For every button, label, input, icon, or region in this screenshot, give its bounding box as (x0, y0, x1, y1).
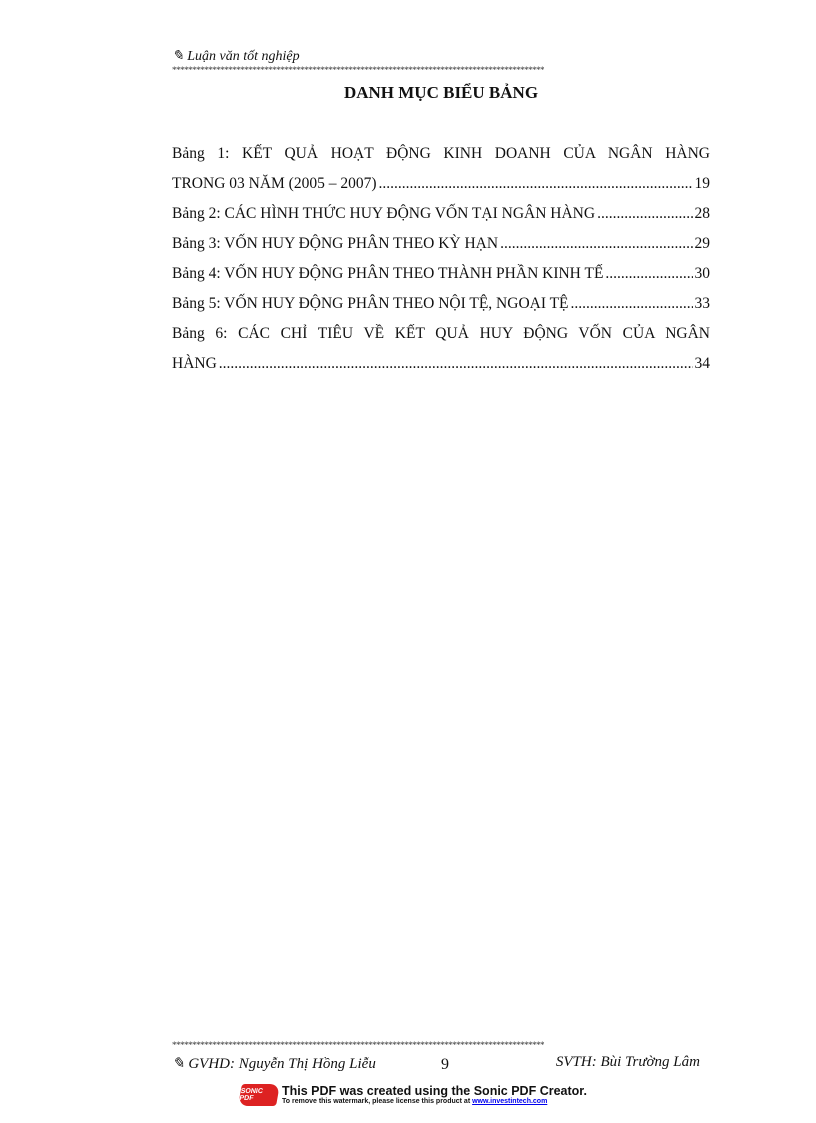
header-title: Luận văn tốt nghiệp (187, 49, 300, 64)
toc-page-number: 33 (694, 295, 710, 312)
toc-entry-text: Bảng 6: CÁC CHỈ TIÊU VỀ KẾT QUẢ HUY ĐỘNG VỐN CỦA NGÂN (172, 325, 710, 342)
toc-entry-text: Bảng 1: KẾT QUẢ HOẠT ĐỘNG KINH DOANH CỦA NGÂN HÀNG (172, 145, 710, 162)
toc-entry-text: Bảng 2: CÁC HÌNH THỨC HUY ĐỘNG VỐN TẠI NGÂN HÀNG (172, 205, 596, 222)
dot-leader (597, 199, 692, 229)
pen-icon: ✎ (172, 49, 184, 64)
header-divider: ********************************************************************************************* (172, 66, 544, 75)
toc-page-number: 29 (694, 235, 710, 252)
pdf-watermark (240, 1084, 587, 1106)
footer-student: SVTH: Bùi Trường Lâm (555, 1054, 700, 1070)
dot-leader (500, 229, 692, 259)
toc-page-number: 19 (694, 175, 710, 192)
footer-divider: ********************************************************************************************* (172, 1041, 544, 1050)
watermark-line1: This PDF was created using the (282, 1083, 474, 1098)
toc-entry-4[interactable] (172, 259, 710, 289)
toc-entry-text: Bảng 3: VỐN HUY ĐỘNG PHÂN THEO KỲ HẠN (172, 235, 499, 252)
watermark-brand: Sonic PDF Creator. (473, 1083, 587, 1098)
watermark-link[interactable]: www.investintech.com (472, 1097, 548, 1105)
toc-entry-text: HÀNG (172, 355, 217, 372)
table-list (172, 139, 710, 379)
running-footer (172, 1054, 710, 1076)
dot-leader (605, 259, 692, 289)
toc-entry-text: Bảng 5: VỐN HUY ĐỘNG PHÂN THEO NỘI TỆ, NGOẠI TỆ (172, 295, 569, 312)
watermark-line2: To remove this watermark, please license this product at (282, 1097, 473, 1105)
dot-leader (219, 349, 693, 379)
toc-page-number: 28 (694, 205, 710, 222)
toc-entry-text: Bảng 4: VỐN HUY ĐỘNG PHÂN THEO THÀNH PHẦN KINH TẾ (172, 265, 604, 282)
toc-entry-5[interactable] (172, 289, 710, 319)
running-header (172, 48, 300, 65)
dot-leader (379, 169, 693, 199)
toc-entry-2[interactable] (172, 199, 710, 229)
footer-advisor: GVHD: Nguyễn Thị Hồng Liễu (188, 1056, 376, 1072)
toc-entry-6[interactable] (172, 319, 710, 379)
dot-leader (571, 289, 693, 319)
toc-entry-text: TRONG 03 NĂM (2005 – 2007) (172, 175, 377, 192)
toc-page-number: 30 (694, 265, 710, 282)
toc-entry-3[interactable] (172, 229, 710, 259)
toc-entry-1[interactable] (172, 139, 710, 199)
pen-icon: ✎ (172, 1056, 185, 1072)
toc-page-number: 34 (694, 355, 710, 372)
page-title: DANH MỤC BIỂU BẢNG (343, 83, 539, 102)
page-number: 9 (441, 1056, 449, 1073)
sonic-pdf-logo-icon: SONIC PDF (238, 1084, 280, 1106)
